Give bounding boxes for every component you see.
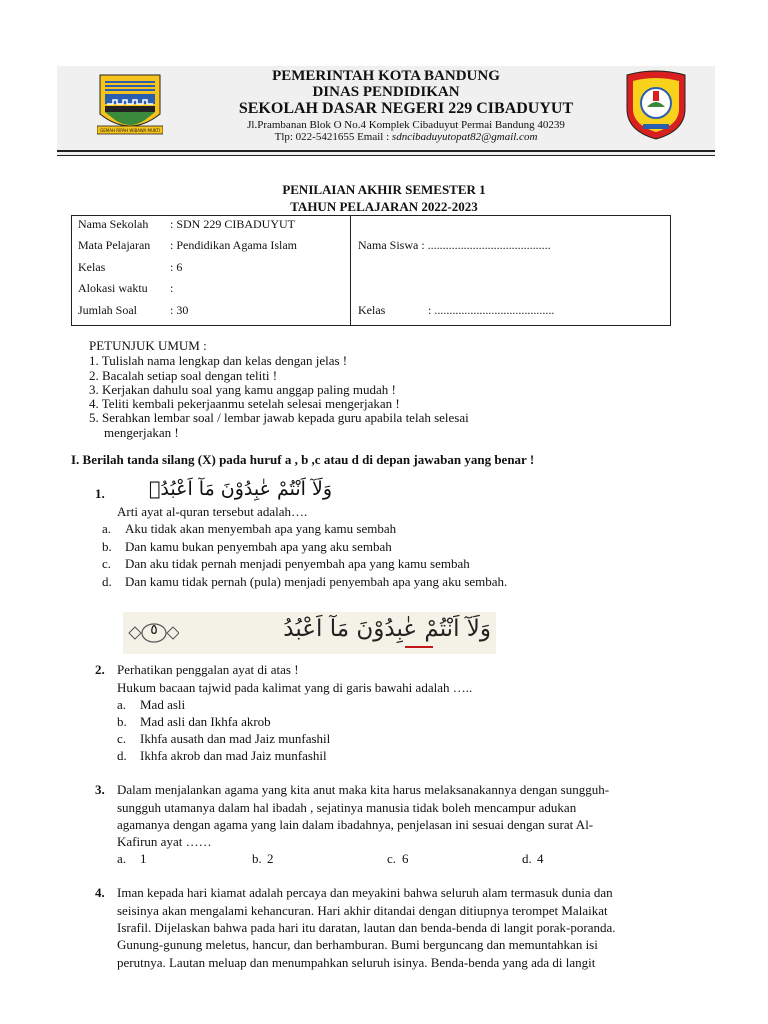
grade-label: Kelas — [78, 260, 106, 274]
question-text: Gunung-gunung meletus, hancur, dan berhamburan. Bumi berguncang dan memuntahkan isi — [117, 937, 598, 952]
question-text: perutnya. Lautan meluap dan menumpahkan seluruh isinya. Benda-benda yang ada di langit — [117, 955, 596, 970]
school-emblem-icon — [621, 69, 691, 141]
header-email: sdncibaduyutopat82@gmail.com — [391, 131, 538, 143]
ayah-image — [123, 612, 496, 654]
question-text: Dalam menjalankan agama yang kita anut maka kita harus melaksanakannya dengan sungguh- — [117, 782, 610, 797]
tajwid-underline — [405, 646, 433, 648]
option-letter[interactable]: b. — [102, 539, 112, 554]
identity-table — [71, 215, 671, 326]
table-divider — [350, 216, 351, 325]
header-address: Jl.Prambanan Blok O No.4 Komplek Cibaduyut Permai Bandung 40239 — [247, 119, 565, 131]
question-count-value: : 30 — [170, 303, 189, 317]
question-text: agamanya dengan agama yang lain dalam ibadahnya, penjelasan ini sesuai dengan surat Al- — [117, 817, 594, 832]
question-count-label: Jumlah Soal — [78, 303, 137, 317]
option-letter[interactable]: c. — [117, 731, 127, 746]
subject-value: : Pendidikan Agama Islam — [170, 238, 297, 252]
question-text: Kafirun ayat …… — [117, 834, 212, 849]
option-letter[interactable]: c. — [387, 851, 397, 866]
grade-value: : 6 — [170, 260, 183, 274]
student-name-field[interactable]: Nama Siswa : ......................................... — [358, 238, 551, 252]
bandung-emblem-icon — [97, 72, 163, 138]
option-text: Mad asli — [140, 697, 186, 712]
header-divider — [57, 150, 715, 152]
option-letter[interactable]: b. — [252, 851, 262, 866]
question-number: 4. — [95, 885, 105, 900]
question-text: seisinya akan mengalami kehancuran. Hari akhir ditandai dengan ditiupnya terompet Malaikat — [117, 903, 608, 918]
instruction-item-cont: mengerjakan ! — [104, 425, 179, 440]
option-letter[interactable]: c. — [102, 556, 112, 571]
student-class-label: Kelas — [358, 303, 386, 317]
question-text: Perhatikan penggalan ayat di atas ! — [117, 662, 299, 677]
exam-year: TAHUN PELAJARAN 2022-2023 — [290, 199, 478, 214]
header-school: SEKOLAH DASAR NEGERI 229 CIBADUYUT — [238, 100, 574, 117]
question-number: 3. — [95, 782, 105, 797]
section-heading: I. Berilah tanda silang (X) pada huruf a , b ,c atau d di depan jawaban yang benar ! — [71, 452, 535, 467]
question-text: Hukum bacaan tajwid pada kalimat yang di garis bawahi adalah ….. — [117, 680, 473, 695]
option-letter[interactable]: d. — [117, 748, 127, 763]
question-text: Israfil. Dijelaskan bahwa pada hari itu daratan, lautan dan benda-benda di langit porak-poranda. — [117, 920, 616, 935]
student-class-field[interactable]: : ........................................ — [428, 303, 555, 317]
option-text: Mad asli dan Ikhfa akrob — [140, 714, 271, 729]
instruction-item: 5. Serahkan lembar soal / lembar jawab kepada guru apabila telah selesai — [89, 410, 469, 425]
question-arabic-verse: وَلَآ اَنْتُمْ عٰبِدُوْنَ مَآ اَعْبُدُۗ — [149, 478, 332, 500]
header-phone: Tlp: 022-5421655 Email : — [274, 131, 392, 143]
question-text: Iman kepada hari kiamat adalah percaya dan meyakini bahwa seluruh alam termasuk dunia dan — [117, 885, 613, 900]
subject-label: Mata Pelajaran — [78, 238, 151, 252]
option-text: Dan aku tidak pernah menjadi penyembah apa yang kamu sembah — [125, 556, 470, 571]
instruction-item: 3. Kerjakan dahulu soal yang kamu anggap paling mudah ! — [89, 382, 396, 397]
school-name-label: Nama Sekolah — [78, 217, 149, 231]
time-allocation-label: Alokasi waktu — [78, 281, 148, 295]
option-letter[interactable]: b. — [117, 714, 127, 729]
question-text: Arti ayat al-quran tersebut adalah…. — [117, 504, 308, 519]
header-department: DINAS PENDIDIKAN — [312, 84, 460, 100]
verse-number: ٥ — [150, 622, 158, 638]
option-letter[interactable]: a. — [117, 697, 127, 712]
school-name-value: : SDN 229 CIBADUYUT — [170, 217, 296, 231]
instructions-heading: PETUNJUK UMUM : — [89, 338, 207, 353]
option-text: Dan kamu tidak pernah (pula) menjadi penyembah apa yang aku sembah. — [125, 574, 508, 589]
option-text: 1 — [140, 851, 147, 866]
option-text: Dan kamu bukan penyembah apa yang aku sembah — [125, 539, 392, 554]
option-text: 2 — [267, 851, 274, 866]
exam-title: PENILAIAN AKHIR SEMESTER 1 — [282, 182, 486, 197]
logo-motto: GEMAH RIPAH WIBAWA MUKTI — [100, 128, 160, 133]
question-number: 2. — [95, 662, 105, 677]
option-letter[interactable]: a. — [117, 851, 127, 866]
instruction-item: 2. Bacalah setiap soal dengan teliti ! — [89, 368, 278, 383]
option-letter[interactable]: d. — [102, 574, 112, 589]
option-text: Ikhfa ausath dan mad Jaiz munfashil — [140, 731, 331, 746]
question-number: 1. — [95, 486, 105, 501]
question-text: sungguh utamanya dalam hal ibadah , sejatinya manusia tidak boleh mencampur adukan — [117, 800, 577, 815]
option-letter[interactable]: d. — [522, 851, 532, 866]
header-divider-thin — [57, 155, 715, 156]
option-text: Aku tidak akan menyembah apa yang kamu sembah — [125, 521, 397, 536]
instruction-item: 1. Tulislah nama lengkap dan kelas dengan jelas ! — [89, 353, 348, 368]
option-text: 6 — [402, 851, 409, 866]
option-text: 4 — [537, 851, 544, 866]
header-government: PEMERINTAH KOTA BANDUNG — [272, 68, 500, 84]
option-text: Ikhfa akrob dan mad Jaiz munfashil — [140, 748, 327, 763]
ayah-arabic-text: وَلَآ اَنْتُمْ عٰبِدُوْنَ مَآ اَعْبُدُ — [283, 616, 491, 642]
time-allocation-value: : — [170, 281, 174, 295]
instruction-item: 4. Teliti kembali pekerjaanmu setelah selesai mengerjakan ! — [89, 396, 400, 411]
option-letter[interactable]: a. — [102, 521, 112, 536]
